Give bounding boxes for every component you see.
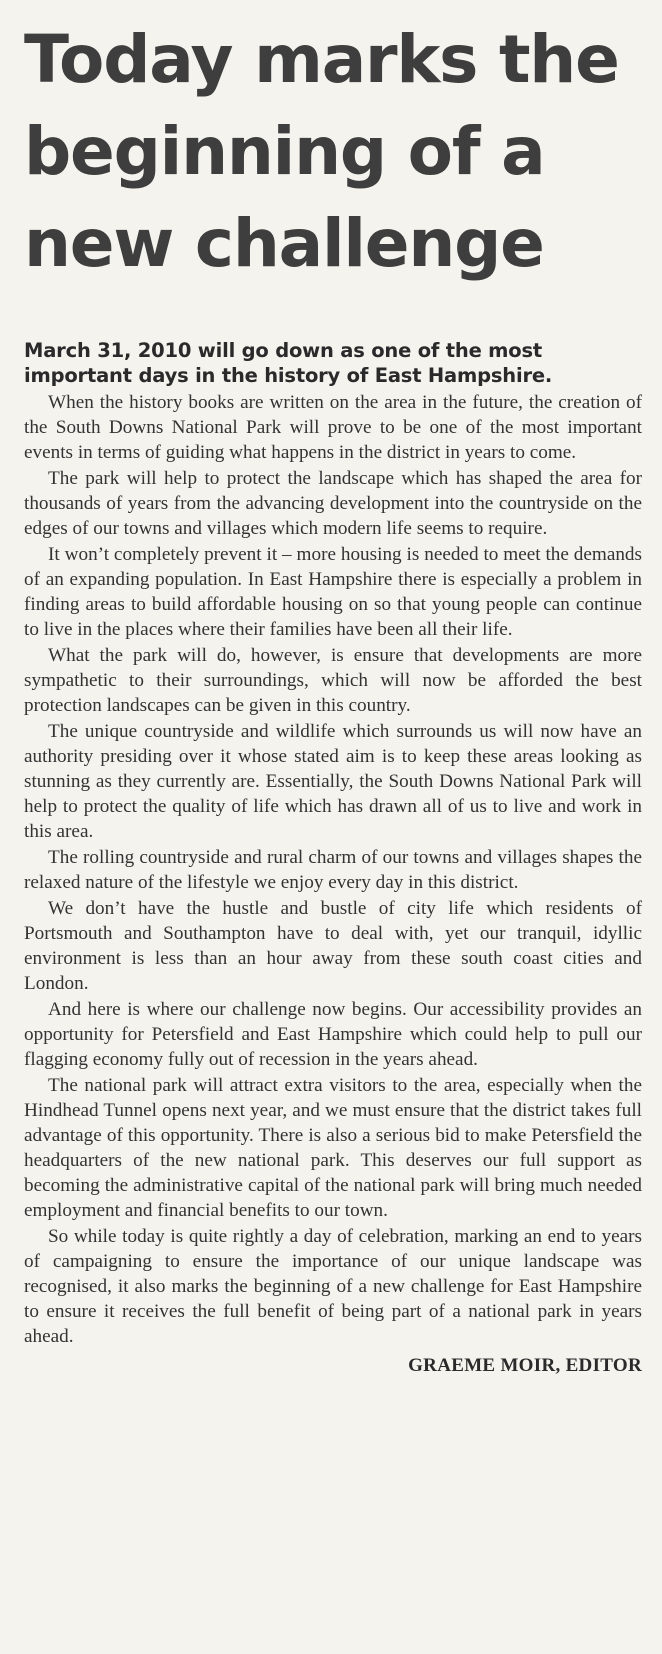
article-standfirst: March 31, 2010 will go down as one of the most important days in the history of East Hampshire.: [24, 339, 553, 387]
body-paragraph: The rolling countryside and rural charm of our towns and villages shapes the relaxed nature of the lifestyle we enjoy every day in this district.: [24, 847, 642, 893]
headline-line: beginning of a: [24, 113, 545, 190]
body-paragraph: The national park will attract extra visitors to the area, especially when the Hindhead Tunnel opens next year, and we must ensure that the district takes full advantage of this opportunity. There is also a serious bid to make Petersfield the headquarters of the new national park. This deserves our full support as becoming the administrative capital of the national park will bring much needed employment and financial benefits to our town.: [24, 1075, 642, 1221]
body-paragraph: We don’t have the hustle and bustle of city life which residents of Portsmouth and Southampton have to deal with, yet our tranquil, idyllic environment is less than an hour away from these south coast cities and London.: [24, 898, 642, 994]
headline-line: Today marks the: [24, 21, 619, 98]
body-paragraph: What the park will do, however, is ensure that developments are more sympathetic to their surroundings, which will now be afforded the best protection landscapes can be given in this country.: [24, 645, 642, 716]
article-byline: GRAEME MOIR, EDITOR: [408, 1355, 642, 1376]
body-paragraph: The park will help to protect the landscape which has shaped the area for thousands of years from the advancing development into the countryside on the edges of our towns and villages which modern life seems to require.: [24, 468, 642, 539]
body-paragraph: It won’t completely prevent it – more housing is needed to meet the demands of an expanding population. In East Hampshire there is especially a problem in finding areas to build affordable housing on so that young people can continue to live in the places where their families have been all their life.: [24, 544, 642, 640]
article-headline: [24, 14, 642, 290]
body-paragraph: So while today is quite rightly a day of celebration, marking an end to years of campaigning to ensure the importance of our unique landscape was recognised, it also marks the beginning of a new challenge for East Hampshire to ensure it receives the full benefit of being part of a national park in years ahead.: [24, 1226, 642, 1347]
body-paragraph: When the history books are written on the area in the future, the creation of the South Downs National Park will prove to be one of the most important events in terms of guiding what happens in the district in years to come.: [24, 392, 642, 463]
body-paragraph: And here is where our challenge now begins. Our accessibility provides an opportunity for Petersfield and East Hampshire which could help to pull our flagging economy fully out of recession in the years ahead.: [24, 999, 642, 1070]
body-paragraph: The unique countryside and wildlife which surrounds us will now have an authority presiding over it whose stated aim is to keep these areas looking as stunning as they currently are. Essentially, the South Downs National Park will help to protect the quality of life which has drawn all of us to live and work in this area.: [24, 721, 642, 842]
headline-line: new challenge: [24, 205, 544, 282]
article-body: [24, 390, 642, 1349]
